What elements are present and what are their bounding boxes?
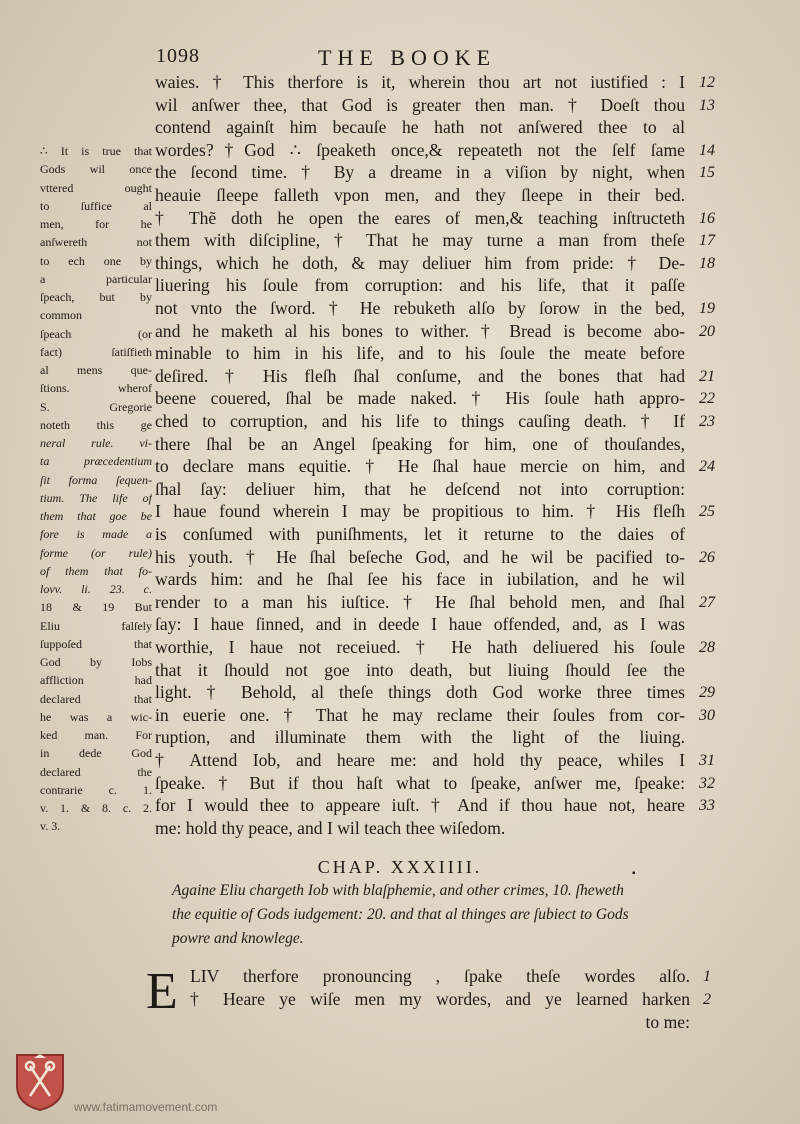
text-line: † Thẽ doth he open the eares of men,& teaching inſtructeth [155,207,685,228]
margin-note-line: tium. The life of [40,490,152,505]
chapter-argument-line: Againe Eliu chargeth Iob with blaſphemie, and other crimes, 10. ſheweth [172,882,624,899]
margin-note-line: affliction had [40,673,152,688]
ornament-dot: ▪ [632,868,636,879]
seal-logo [14,1052,66,1112]
website-credit[interactable]: www.fatimamovement.com [74,1100,218,1114]
verse-number: 12 [699,74,715,91]
verse-number: 27 [699,593,715,611]
text-line: light. † Behold, al theſe things doth God worke three times [155,682,685,703]
margin-note-line: ked man. For [40,728,152,742]
verse-number: 25 [699,503,715,521]
margin-note-line: lovv. li. 23. c. [40,582,152,596]
text-line: things, which he doth, & may deliuer him from pride: † De- [155,252,685,273]
page-header [150,45,710,71]
text-line: † Attend Iob, and heare me: and hold thy peace, whiles I [155,750,685,770]
margin-note-line: a particular [40,271,152,286]
text-line: worthie, I haue not receiued. † He hath deliuered his ſoule [155,637,685,657]
verse-number: 33 [699,797,715,815]
margin-note-line: ſpeach (or [40,326,152,341]
chapter-argument-line: powre and knowlege. [172,930,304,947]
margin-note-line: God by Iobs [40,655,152,669]
running-head: THE BOOKE [318,45,497,70]
margin-note-line: al mens que- [40,363,152,377]
text-line: render to a man his iuſtice. † He ſhal behold men, and ſhal [155,591,685,612]
text-line: to declare mans equitie. † He ſhal haue mercie on him, and [155,456,685,477]
verse-number: 13 [699,96,715,114]
verse-number: 32 [699,774,715,792]
text-line: waies. † This therfore is it, wherein thou art not iustified : I [155,72,685,92]
text-line: minable to him in his life, and to his ſoule the meate before [155,343,685,364]
margin-note-line: S. Gregorie [40,399,152,414]
drop-cap: E [146,963,178,1020]
text-line: wards him: and he ſhal ſee his face in iubilation, and he wil [155,569,685,590]
text-line: in euerie one. † That he may reclame their ſoules from cor- [155,704,685,725]
text-line: there ſhal be an Angel ſpeaking for him, one of thouſandes, [155,433,685,454]
text-line: me: hold thy peace, and I wil teach thee wiſedom. [155,817,506,838]
text-line: ruption, and illuminate them with the light of the liuing. [155,727,685,748]
text-line: for I would thee to appeare iuſt. † And if thou haue not, heare [155,795,685,816]
text-line: I haue found wherein I may be propitious to him. † His fleſh [155,501,685,522]
margin-note-line: to ſuffice al [40,198,152,213]
text-line: is conſumed with puniſhments, let it returne to the daies of [155,524,685,544]
text-line: ched to corruption, and his life to things cauſing death. † If [155,411,685,431]
text-line: contend againſt him becauſe he hath not anſwered thee to al [155,117,685,138]
chapter-text-line: to me: [645,1012,690,1032]
verse-number: 14 [699,141,715,159]
text-line: ſpeake. † But if thou haſt what to ſpeake, anſwer me, ſpeake: [155,772,685,793]
margin-note-line: noteth this ge [40,417,152,432]
margin-note-line: men, for he [40,217,152,231]
verse-number: 29 [699,684,715,702]
text-line: wordes?†God ∴ ſpeaketh once,& repeateth not the ſelf ſame [155,139,685,160]
chapter-argument-line: the equitie of Gods iudgement: 20. and that al thinges are ſubiect to Gods [172,906,629,923]
verse-number: 15 [699,164,715,182]
verse-number: 21 [699,367,715,385]
margin-note-line: neral rule. vi- [40,436,152,450]
verse-number: 1 [703,968,711,985]
margin-note-line: declared that [40,691,152,706]
margin-note-line: fact) ſatiſfieth [40,344,152,359]
verse-number: 23 [699,413,715,430]
chapter-text-line: LIV therfore pronouncing , ſpake theſe wordes alſo. [190,966,690,986]
margin-note-line: vttered ought [40,180,152,195]
margin-note-line: he was a wic- [40,709,152,724]
text-line: them with diſcipline, † That he may turne a man from theſe [155,230,685,251]
margin-note-line: common [40,308,82,323]
margin-note-line: to ech one by [40,253,152,268]
margin-note-line: ſtions. wherof [40,381,152,396]
verse-number: 19 [699,300,715,317]
margin-note-line: in dede God [40,746,152,761]
verse-number: 24 [699,458,715,476]
verse-number: 22 [699,390,715,408]
text-line: ſay: I haue ſinned, and in deede I haue offended, and, as I was [155,614,685,635]
text-line: beene couered, ſhal be made naked. † His ſoule hath appro- [155,388,685,409]
margin-note-line: ſit forma ſequen- [40,472,152,487]
text-line: the ſecond time. † By a dreame in a viſion by night, when [155,162,685,183]
margin-note-line: v. 1. & 8. c. 2. [40,801,152,815]
margin-note-line: v. 3. [40,819,61,834]
verse-number: 31 [699,752,715,769]
verse-number: 28 [699,639,715,656]
margin-note-line: contrarie c. 1. [40,782,152,797]
text-line: that it ſhould not goe into death, but liuing ſhould ſee the [155,659,685,680]
page-number: 1098 [156,45,200,67]
text-line: ſhal ſay: deliuer him, that he deſcend not into corruption: [155,478,685,499]
verse-number: 20 [699,322,715,340]
margin-note-line: anſwereth not [40,235,152,250]
verse-number: 17 [699,232,715,250]
text-line: deſired. † His fleſh ſhal conſume, and the bones that had [155,365,685,386]
margin-note-line: ta præcedentium [40,454,152,469]
text-line: wil anſwer thee, that God is greater then man. † Doeſt thou [155,94,685,115]
text-line: and he maketh al his bones to wither. † Bread is become abo- [155,320,685,341]
margin-note-line: ∴ It is true that [40,144,152,158]
verse-number: 16 [699,209,715,227]
verse-number: 26 [699,548,715,566]
margin-note-line: Eliu falſely [40,618,152,633]
chapter-text-line: † Heare ye wiſe men my wordes, and ye learned harken [190,989,690,1009]
text-line: not vnto the ſword. † He rebuketh alſo by ſorow in the bed, [155,298,685,318]
chapter-heading: CHAP. XXXIIII. [317,857,483,877]
margin-note-line: fore is made a [40,527,152,542]
margin-note-line: declared the [40,764,152,779]
verse-number: 30 [699,706,715,724]
margin-note-line: 18 & 19 But [40,600,152,615]
margin-note-line: forme (or rule) [40,545,152,560]
margin-note-line: ſuppoſed that [40,636,152,651]
text-line: heauie ſleepe falleth vpon men, and they ſleepe in their bed. [155,185,685,205]
verse-number: 2 [703,991,711,1008]
text-line: liuering his ſoule from corruption: and his life, that it paſſe [155,275,685,296]
margin-note-line: Gods wil once [40,162,152,177]
verse-number: 18 [699,254,715,272]
text-line: his youth. † He ſhal beſeche God, and he wil be pacified to- [155,546,685,567]
margin-note-line: of them that fo- [40,563,152,578]
margin-note-line: them that goe be [40,509,152,523]
margin-note-line: ſpeach, but by [40,290,152,304]
